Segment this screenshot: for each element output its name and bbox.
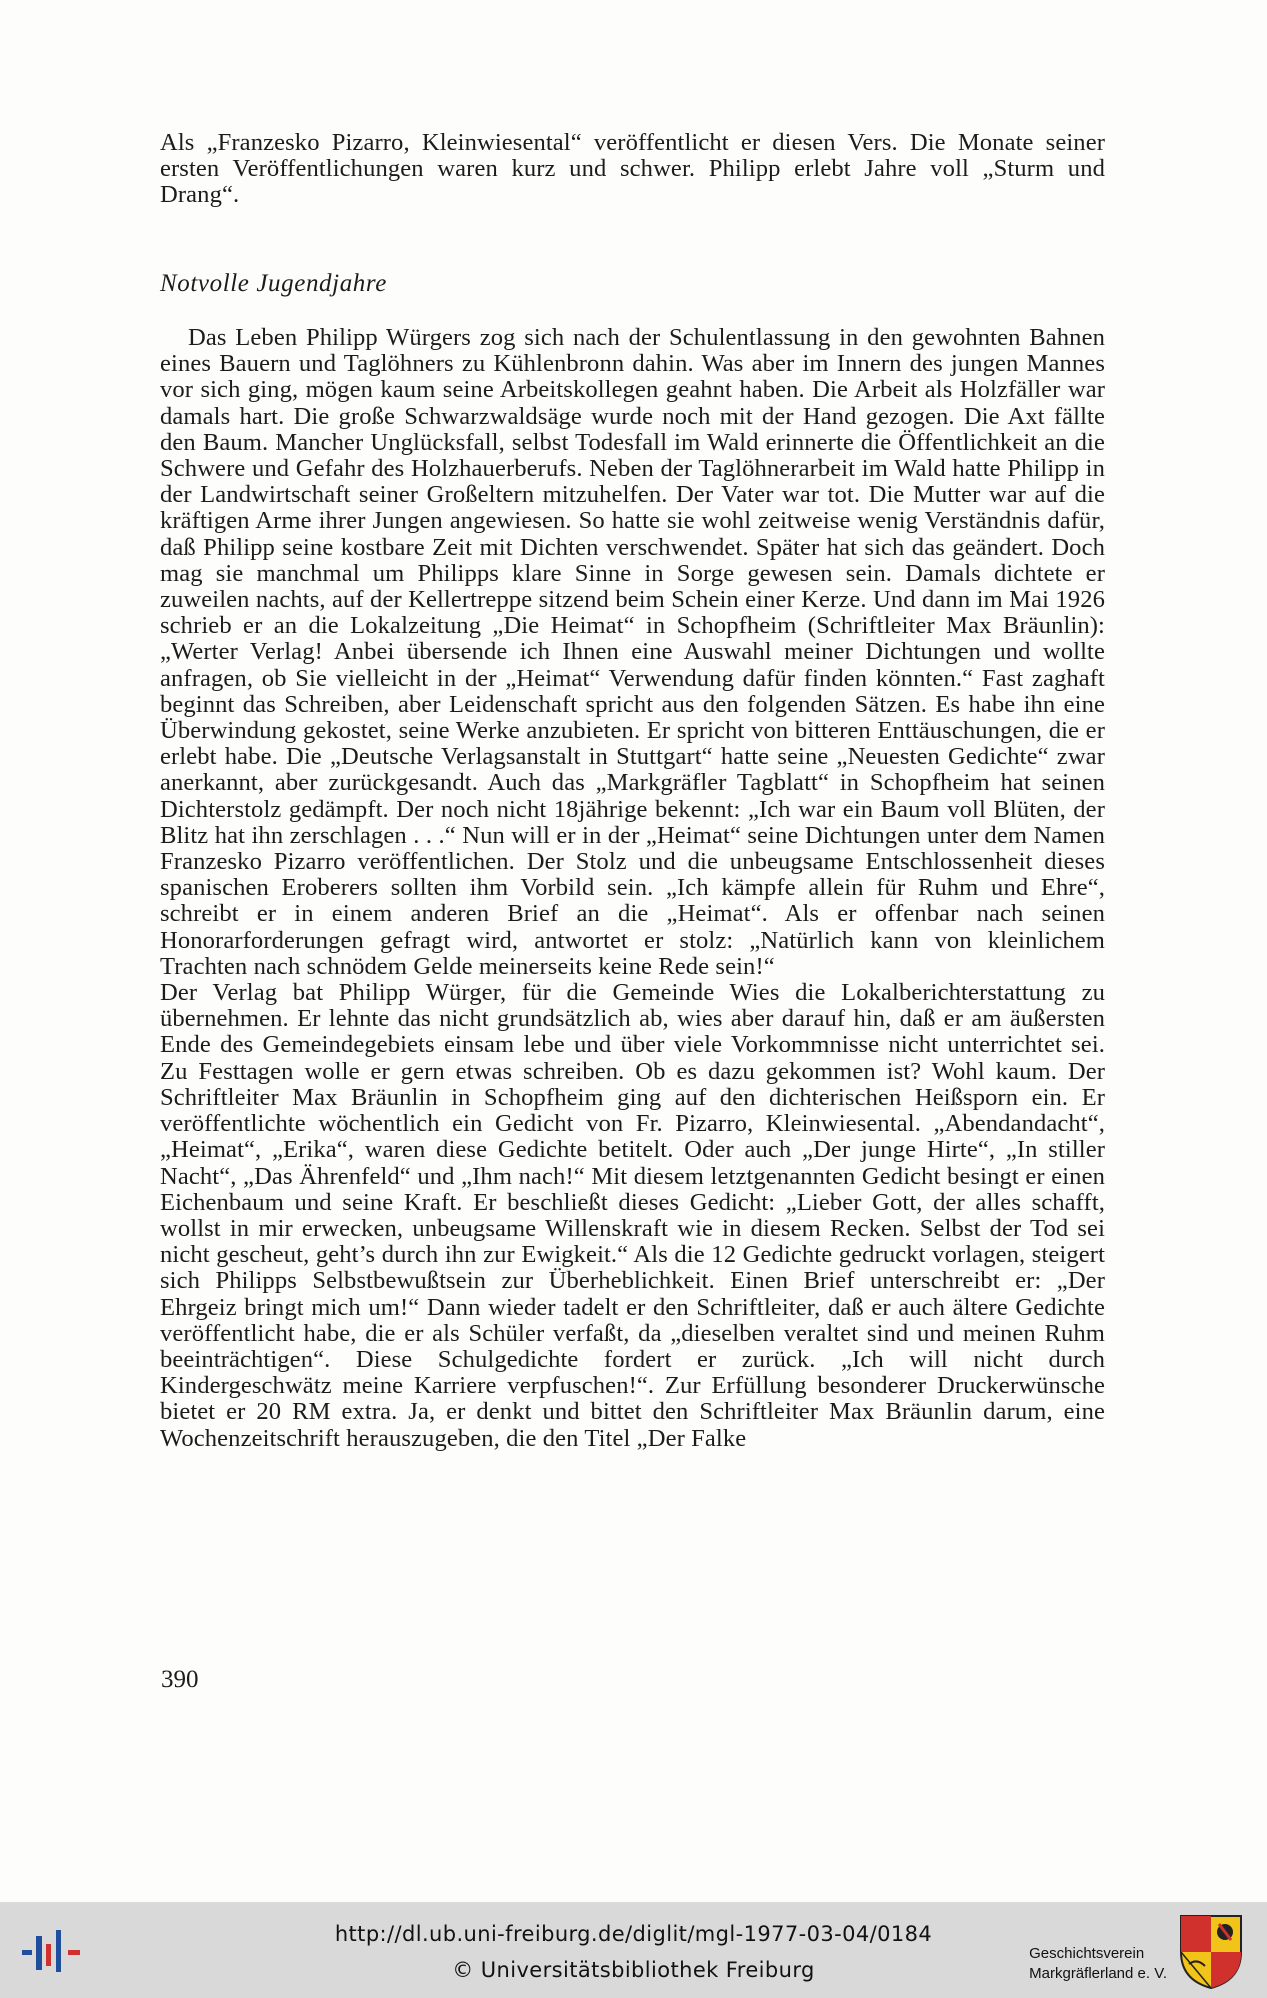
body-text <box>160 325 1105 1452</box>
society-name <box>1029 1944 1167 1984</box>
page-number: 390 <box>161 1666 199 1693</box>
society-name-line2: Markgräflerland e. V. <box>1029 1965 1167 1982</box>
footer-url-link[interactable]: http://dl.ub.uni-freiburg.de/diglit/mgl-1977-03-04/0184 <box>334 1922 933 1946</box>
body-paragraph: Das Leben Philipp Würgers zog sich nach der Schulentlassung in den gewohnten Bahnen eines Bauern und Taglöhners zu Kühlenbronn dahin. Was aber im Innern des jungen Mannes vor sich ging, mögen kaum seine Arbeitskollegen geahnt haben. Die Arbeit als Holzfäller war damals hart. Die große Schwarzwaldsäge wurde noch mit der Hand gezogen. Die Axt fällte den Baum. Mancher Unglücksfall, selbst Todesfall im Wald erinnerte die Öffentlichkeit an die Schwere und Gefahr des Holzhauerberufs. Neben der Taglöhnerarbeit im Wald hatte Philipp in der Landwirtschaft seiner Großeltern mitzuhelfen. Der Vater war tot. Die Mutter war auf die kräftigen Arme ihrer Jungen angewiesen. So hatte sie wohl zeitweise wenig Verständnis dafür, daß Philipp seine kostbare Zeit mit Dichten verschwendet. Später hat sich das geändert. Doch mag sie manchmal um Philipps klare Sinne in Sorge gewesen sein. Damals dichtete er zuweilen nachts, auf der Kellertreppe sitzend beim Schein einer Kerze. Und dann im Mai 1926 schrieb er an die Lokalzeitung „Die Heimat“ in Schopfheim (Schriftleiter Max Bräunlin): „Werter Verlag! Anbei übersende ich Ihnen eine Auswahl meiner Dichtungen und wollte anfragen, ob Sie vielleicht in der „Heimat“ Verwendung dafür finden könnten.“ Fast zaghaft beginnt das Schreiben, aber Leidenschaft spricht aus den folgenden Sätzen. Es habe ihn eine Überwindung gekostet, seine Werke anzubieten. Er spricht von bitteren Enttäuschungen, die er erlebt habe. Die „Deutsche Verlagsanstalt in Stuttgart“ hatte seine „Neuesten Gedichte“ zwar anerkannt, aber zurückgesandt. Auch das „Markgräfler Tagblatt“ in Schopfheim hat seinen Dichterstolz gedämpft. Der noch nicht 18jährige bekennt: „Ich war ein Baum voll Blüten, der Blitz hat ihn zerschlagen . . .“ Nun will er in der „Heimat“ seine Dichtungen unter dem Namen Franzesko Pizarro veröffentlichen. Der Stolz und die unbeugsame Entschlossenheit dieses spanischen Eroberers sollten ihm Vorbild sein. „Ich kämpfe allein für Ruhm und Ehre“, schreibt er in einem anderen Brief an die „Heimat“. Als er offenbar nach seinen Honorarforderungen gefragt wird, antwortet er stolz: „Natürlich kann von kleinlichem Trachten nach schnödem Gelde meinerseits keine Rede sein!“ <box>160 324 1105 980</box>
footer-copyright: © Universitätsbibliothek Freiburg <box>452 1958 815 1982</box>
intro-text <box>160 130 1105 209</box>
coat-of-arms-icon <box>1179 1914 1243 1990</box>
society-name-line1: Geschichtsverein <box>1029 1945 1145 1962</box>
body-paragraph: Der Verlag bat Philipp Würger, für die Gemeinde Wies die Lokalberichterstattung zu übernehmen. Er lehnte das nicht grundsätzlich ab, wies aber darauf hin, daß er am äußersten Ende des Gemeindegebiets einsam lebe und über viele Vorkommnisse nicht unterrichtet sei. Zu Festtagen wolle er gern etwas schreiben. Ob es dazu gekommen ist? Wohl kaum. Der Schriftleiter Max Bräunlin in Schopfheim ging auf den dichterischen Heißsporn ein. Er veröffentlichte wöchentlich ein Gedicht von Fr. Pizarro, Kleinwiesental. „Abendandacht“, „Heimat“, „Erika“, waren diese Gedichte betitelt. Oder auch „Der junge Hirte“, „In stiller Nacht“, „Das Ährenfeld“ und „Ihm nach!“ Mit diesem letztgenannten Gedicht besingt er einen Eichenbaum und seine Kraft. Er beschließt dieses Gedicht: „Lieber Gott, der alles schafft, wollst in mir erwecken, unbeugsame Willenskraft wie in diesem Recken. Selbst der Tod sei nicht gescheut, geht’s durch ihn zur Ewigkeit.“ Als die 12 Gedichte gedruckt vorlagen, steigert sich Philipps Selbstbewußtsein zur Überheblichkeit. Einen Brief unterschreibt er: „Der Ehrgeiz bringt mich um!“ Dann wieder tadelt er den Schriftleiter, daß er auch ältere Gedichte veröffentlicht habe, die er als Schüler verfaßt, da „dieselben veraltet sind und meinen Ruhm beeinträchtigen“. Diese Schulgedichte fordert er zurück. „Ich will nicht durch Kindergeschwätz meine Karriere verpfuschen!“. Zur Erfüllung besonderer Druckerwünsche bietet er 20 RM extra. Ja, er denkt und bittet den Schriftleiter Max Bräunlin darum, eine Wochenzeitschrift herauszugeben, die den Titel „Der Falke <box>160 979 1105 1452</box>
intro-paragraph: Als „Franzesko Pizarro, Kleinwiesental“ veröffentlicht er diesen Vers. Die Monate seiner ersten Veröffentlichungen waren kurz und schwer. Philipp erlebt Jahre voll „Sturm und Drang“. <box>160 129 1105 209</box>
footer-bar <box>0 1902 1267 1998</box>
section-heading: Notvolle Jugendjahre <box>160 270 387 297</box>
